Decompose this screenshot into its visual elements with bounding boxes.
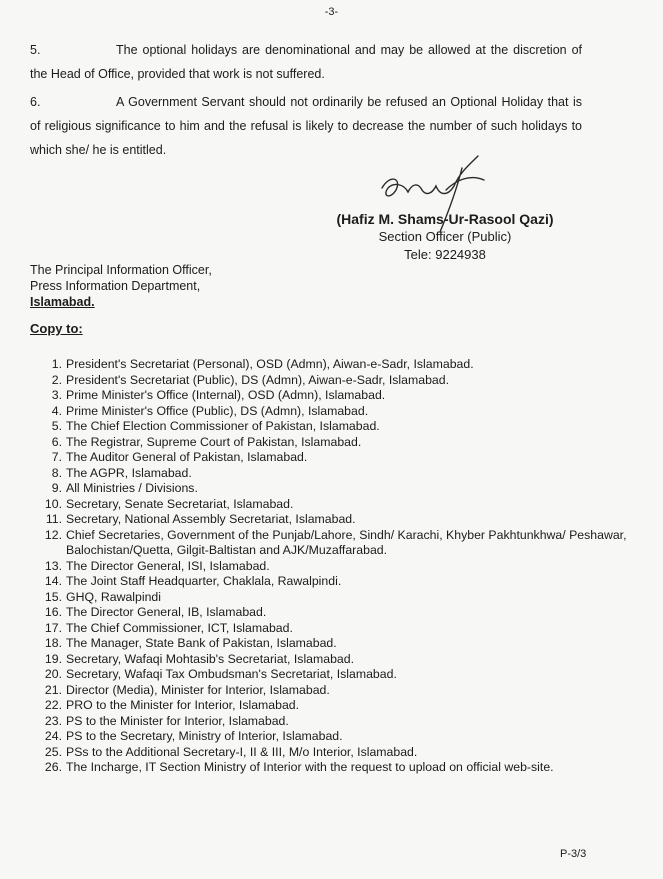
list-item-number: 11.: [45, 512, 62, 526]
signatory-phone: Tele: 9224938: [404, 247, 486, 262]
list-item-text: Secretary, National Assembly Secretariat, Islamabad.: [66, 512, 356, 526]
list-item-number: 24.: [44, 729, 62, 743]
list-item-text: Secretary, Wafaqi Mohtasib's Secretariat, Islamabad.: [66, 651, 355, 666]
list-item-text: The Manager, State Bank of Pakistan, Islamabad.: [66, 636, 337, 650]
list-item-number: 14.: [44, 574, 62, 588]
list-item: [30, 357, 630, 373]
list-item-text: The Chief Commissioner, ICT, Islamabad.: [66, 620, 293, 635]
list-item-text: PS to the Secretary, Ministry of Interior, Islamabad.: [66, 729, 343, 743]
list-item-number: 26.: [44, 760, 62, 774]
list-item-text: Chief Secretaries, Government of the Punjab/Lahore, Sindh/ Karachi, Khyber Pakhtunkhwa/ Peshawar, Balochistan/Quetta, Gilgit-Baltistan and AJK/Muzaffarabad.: [66, 527, 627, 557]
addressee-city: Islamabad.: [30, 295, 95, 309]
list-item-text: PSs to the Additional Secretary-I, II & III, M/o Interior, Islamabad.: [66, 744, 418, 759]
signatory-name: (Hafiz M. Shams-Ur-Rasool Qazi): [336, 211, 554, 227]
list-item-number: 2.: [51, 372, 62, 387]
list-item: [30, 683, 630, 699]
list-item: [30, 698, 630, 714]
list-item: [30, 636, 630, 652]
signatory-designation: Section Officer (Public): [378, 229, 512, 244]
list-item-number: 8.: [51, 465, 62, 480]
list-item-text: Prime Minister's Office (Public), DS (Admn), Islamabad.: [66, 403, 369, 418]
list-item: [30, 559, 630, 575]
list-item: [30, 419, 630, 435]
list-item-number: 6.: [51, 434, 62, 449]
list-item-number: 13.: [44, 558, 62, 573]
list-item-number: 25.: [44, 744, 62, 759]
list-item: [30, 621, 630, 637]
list-item-text: Secretary, Wafaqi Tax Ombudsman's Secretariat, Islamabad.: [66, 667, 397, 681]
list-item-text: Director (Media), Minister for Interior, Islamabad.: [66, 682, 330, 697]
list-item: [30, 466, 630, 482]
paragraph-number: 6.: [30, 95, 41, 109]
list-item: [30, 574, 630, 590]
list-item-text: PS to the Minister for Interior, Islamabad.: [66, 713, 289, 728]
list-item-number: 9.: [51, 481, 62, 495]
list-item-number: 16.: [44, 605, 62, 619]
list-item-number: 1.: [51, 357, 62, 371]
list-item: [30, 667, 630, 683]
list-item-number: 23.: [44, 713, 62, 728]
list-item: [30, 729, 630, 745]
list-item: [30, 388, 630, 404]
list-item-number: 5.: [51, 419, 62, 433]
list-item: [30, 590, 630, 606]
list-item: [30, 435, 630, 451]
list-item-text: The Joint Staff Headquarter, Chaklala, Rawalpindi.: [66, 574, 342, 588]
list-item-number: 20.: [44, 667, 62, 681]
list-item: [30, 605, 630, 621]
paragraph-text: A Government Servant should not ordinarily be refused an Optional Holiday that is of religious significance to him and the refusal is likely to decrease the number of such holidays to which she/ he is entitled.: [30, 95, 582, 157]
footer-page-ref: P-3/3: [560, 848, 587, 860]
list-item-number: 12.: [44, 527, 62, 542]
list-item-text: All Ministries / Divisions.: [66, 481, 198, 495]
list-item-number: 22.: [44, 698, 62, 712]
list-item: [30, 497, 630, 513]
list-item-number: 3.: [51, 388, 62, 402]
list-item-text: Secretary, Senate Secretariat, Islamabad.: [66, 496, 294, 511]
list-item-text: PRO to the Minister for Interior, Islamabad.: [66, 698, 300, 712]
list-item: [30, 528, 630, 559]
list-item-number: 10.: [44, 496, 62, 511]
list-item-number: 17.: [44, 620, 62, 635]
list-item-text: Prime Minister's Office (Internal), OSD (Admn), Islamabad.: [66, 388, 386, 402]
addressee-line-1: The Principal Information Officer,: [30, 263, 212, 277]
list-item: [30, 481, 630, 497]
list-item-text: The Incharge, IT Section Ministry of Interior with the request to upload on official web-site.: [66, 760, 554, 774]
copy-to-list: [30, 357, 630, 776]
list-item: [30, 652, 630, 668]
page-number: -3-: [324, 6, 339, 18]
list-item-text: The Chief Election Commissioner of Pakistan, Islamabad.: [66, 419, 380, 433]
paragraph-number: 5.: [30, 43, 41, 57]
list-item-number: 15.: [44, 589, 62, 604]
list-item: [30, 745, 630, 761]
list-item: [30, 714, 630, 730]
list-item: [30, 760, 630, 776]
list-item-text: The Director General, ISI, Islamabad.: [66, 558, 270, 573]
copy-to-heading: Copy to:: [30, 321, 83, 336]
list-item-text: GHQ, Rawalpindi: [66, 589, 161, 604]
list-item: [30, 512, 630, 528]
list-item-number: 21.: [44, 682, 62, 697]
list-item: [30, 404, 630, 420]
list-item-number: 19.: [44, 651, 62, 666]
list-item-text: President's Secretariat (Public), DS (Admn), Aiwan-e-Sadr, Islamabad.: [66, 372, 450, 387]
list-item-text: The Registrar, Supreme Court of Pakistan, Islamabad.: [66, 434, 362, 449]
list-item-number: 7.: [51, 450, 62, 464]
list-item-text: The Auditor General of Pakistan, Islamabad.: [66, 450, 308, 464]
list-item-text: The AGPR, Islamabad.: [66, 465, 192, 480]
addressee-line-2: Press Information Department,: [30, 279, 201, 293]
paragraph-5: [30, 38, 582, 86]
list-item: [30, 450, 630, 466]
list-item: [30, 373, 630, 389]
list-item-number: 18.: [44, 636, 62, 650]
list-item-text: The Director General, IB, Islamabad.: [66, 605, 267, 619]
addressee: [30, 262, 212, 310]
list-item-number: 4.: [51, 403, 62, 418]
signature-block: [300, 210, 590, 264]
paragraph-text: The optional holidays are denominational and may be allowed at the discretion of the Head of Office, provided that work is not suffered.: [30, 43, 582, 81]
list-item-text: President's Secretariat (Personal), OSD (Admn), Aiwan-e-Sadr, Islamabad.: [66, 357, 474, 371]
